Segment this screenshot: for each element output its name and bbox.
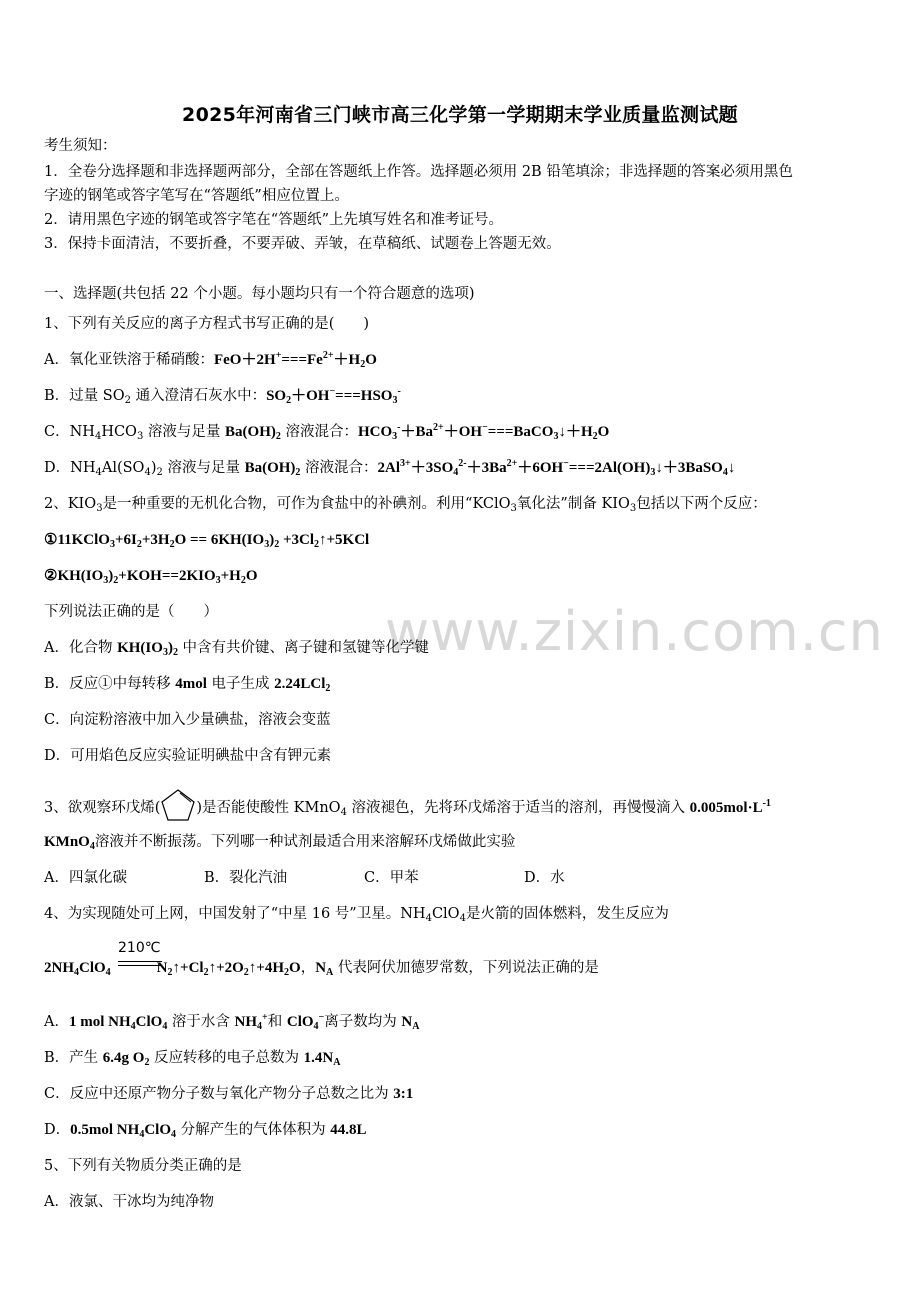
question-4-option-b: B．产生 6.4g $O_2$ 反应转移的电子总数为 $1.4N_A$ bbox=[44, 1050, 341, 1068]
question-2-reaction-1: $①11KClO_3+6I_2+3H_2O == 6KH(IO_3)_2$ $+3Cl_2↑+5KCl$ bbox=[44, 532, 370, 550]
question-4-option-d: D．0.5mol $NH_4ClO_4$ 分解产生的气体体积为 44.8L bbox=[44, 1122, 367, 1140]
question-4-stem: 4、为实现随处可上网，中国发射了“中星 16 号”卫星。$NH_4ClO_4$是火箭的固体燃料，发生反应为 bbox=[44, 906, 669, 924]
question-3-option-a: A．四氯化碳 bbox=[44, 870, 127, 886]
question-3-stem-line2: KMnO$_4$溶液并不断振荡。下列哪一种试剂最适合用来溶解环戊烯做此实验 bbox=[44, 834, 516, 852]
question-5-stem: 5、下列有关物质分类正确的是 bbox=[44, 1158, 242, 1174]
question-2-option-b: B．反应①中每转移 4mol 电子生成 2.24LCl$_2$ bbox=[44, 676, 331, 694]
question-1-option-a: A．氧化亚铁溶于稀硝酸：$FeO+2H^+===Fe^{2+}+H_2O$ bbox=[44, 350, 377, 370]
question-3-stem: 3、欲观察环戊烯( )是否能使酸性 KMnO$_4$ 溶液褪色，先将环戊烯溶于适当的溶剂，再慢慢滴入 $0.005mol\cdot L^{-1}$ bbox=[44, 788, 884, 822]
notice-label: 考生须知： bbox=[44, 138, 117, 154]
question-1-option-c: C．$NH_4HCO_3$ 溶液与足量 $Ba(OH)_2$ 溶液混合：$HCO_3^-+Ba^{2+}+OH^-===BaCO_3↓+H_2O$ bbox=[44, 422, 610, 442]
question-4-option-c: C．反应中还原产物分子数与氧化产物分子总数之比为 3:1 bbox=[44, 1086, 414, 1102]
question-2-option-a: A．化合物 $KH(IO_3)_2$ 中含有共价键、离子键和氢键等化学键 bbox=[44, 640, 430, 658]
page-title: 2025年河南省三门峡市高三化学第一学期期末学业质量监测试题 bbox=[182, 104, 738, 126]
question-1-stem: 1、下列有关反应的离子方程式书写正确的是( ) bbox=[44, 316, 370, 332]
notice-item-1a: 1．全卷分选择题和非选择题两部分，全部在答题纸上作答。选择题必须用 2B 铅笔填涂；非选择题的答案必须用黑色 bbox=[44, 164, 793, 180]
question-4-condition: 210℃ bbox=[118, 940, 161, 956]
notice-item-2: 2．请用黑色字迹的钢笔或答字笔在“答题纸”上先填写姓名和准考证号。 bbox=[44, 212, 504, 228]
question-5-option-a: A．液氯、干冰均为纯净物 bbox=[44, 1194, 214, 1210]
question-4-option-a: A．1 mol $NH_4ClO_4$ 溶于水含 $NH_4^+$和 ClO$_4$−离子数均为 $N_A$ bbox=[44, 1012, 420, 1032]
question-2-option-d: D．可用焰色反应实验证明碘盐中含有钾元素 bbox=[44, 748, 332, 764]
question-3-option-c: C．甲苯 bbox=[364, 870, 419, 886]
question-3-options bbox=[44, 868, 884, 888]
notice-item-1b: 字迹的钢笔或答字笔写在“答题纸”相应位置上。 bbox=[44, 188, 349, 204]
question-1-option-b: B．过量 $SO_2$ 通入澄清石灰水中：$SO_2+OH^-===HSO_3^-$ bbox=[44, 386, 401, 406]
question-2-option-c: C．向淀粉溶液中加入少量碘盐，溶液会变蓝 bbox=[44, 712, 331, 728]
notice-item-3: 3．保持卡面清洁，不要折叠，不要弄破、弄皱，在草稿纸、试题卷上答题无效。 bbox=[44, 236, 561, 252]
question-2-stem: 2、$KIO_3$是一种重要的无机化合物，可作为食盐中的补碘剂。利用“KClO$_3$氧化法”制备 $KIO_3$包括以下两个反应： bbox=[44, 496, 767, 514]
question-1-option-d: D．$NH_4Al(SO_4)_2$ 溶液与足量 $Ba(OH)_2$ 溶液混合：$2Al^{3+}+3SO_4^{2-}+3Ba^{2+}+6OH^-===2Al(OH)_3↓+3BaSO_4↓$ bbox=[44, 458, 736, 478]
question-2-reaction-2: $②KH(IO_3)_2+KOH==2KIO_3+H_2O$ bbox=[44, 568, 258, 586]
section-heading: 一、选择题(共包括 22 个小题。每小题均只有一个符合题意的选项) bbox=[44, 286, 475, 302]
question-3-option-b: B．裂化汽油 bbox=[204, 870, 288, 886]
watermark: www.zixin.com.cn bbox=[385, 600, 884, 663]
question-2-judge: 下列说法正确的是（ ） bbox=[44, 604, 218, 620]
cyclopentene-structure-icon bbox=[160, 788, 196, 822]
question-3-option-d: D．水 bbox=[524, 870, 565, 886]
question-4-equation: $2NH_4ClO_4$ $N_2↑+Cl_2↑+2O_2↑+4H_2O$，$N_A$ 代表阿伏加德罗常数，下列说法正确的是 bbox=[44, 960, 599, 978]
